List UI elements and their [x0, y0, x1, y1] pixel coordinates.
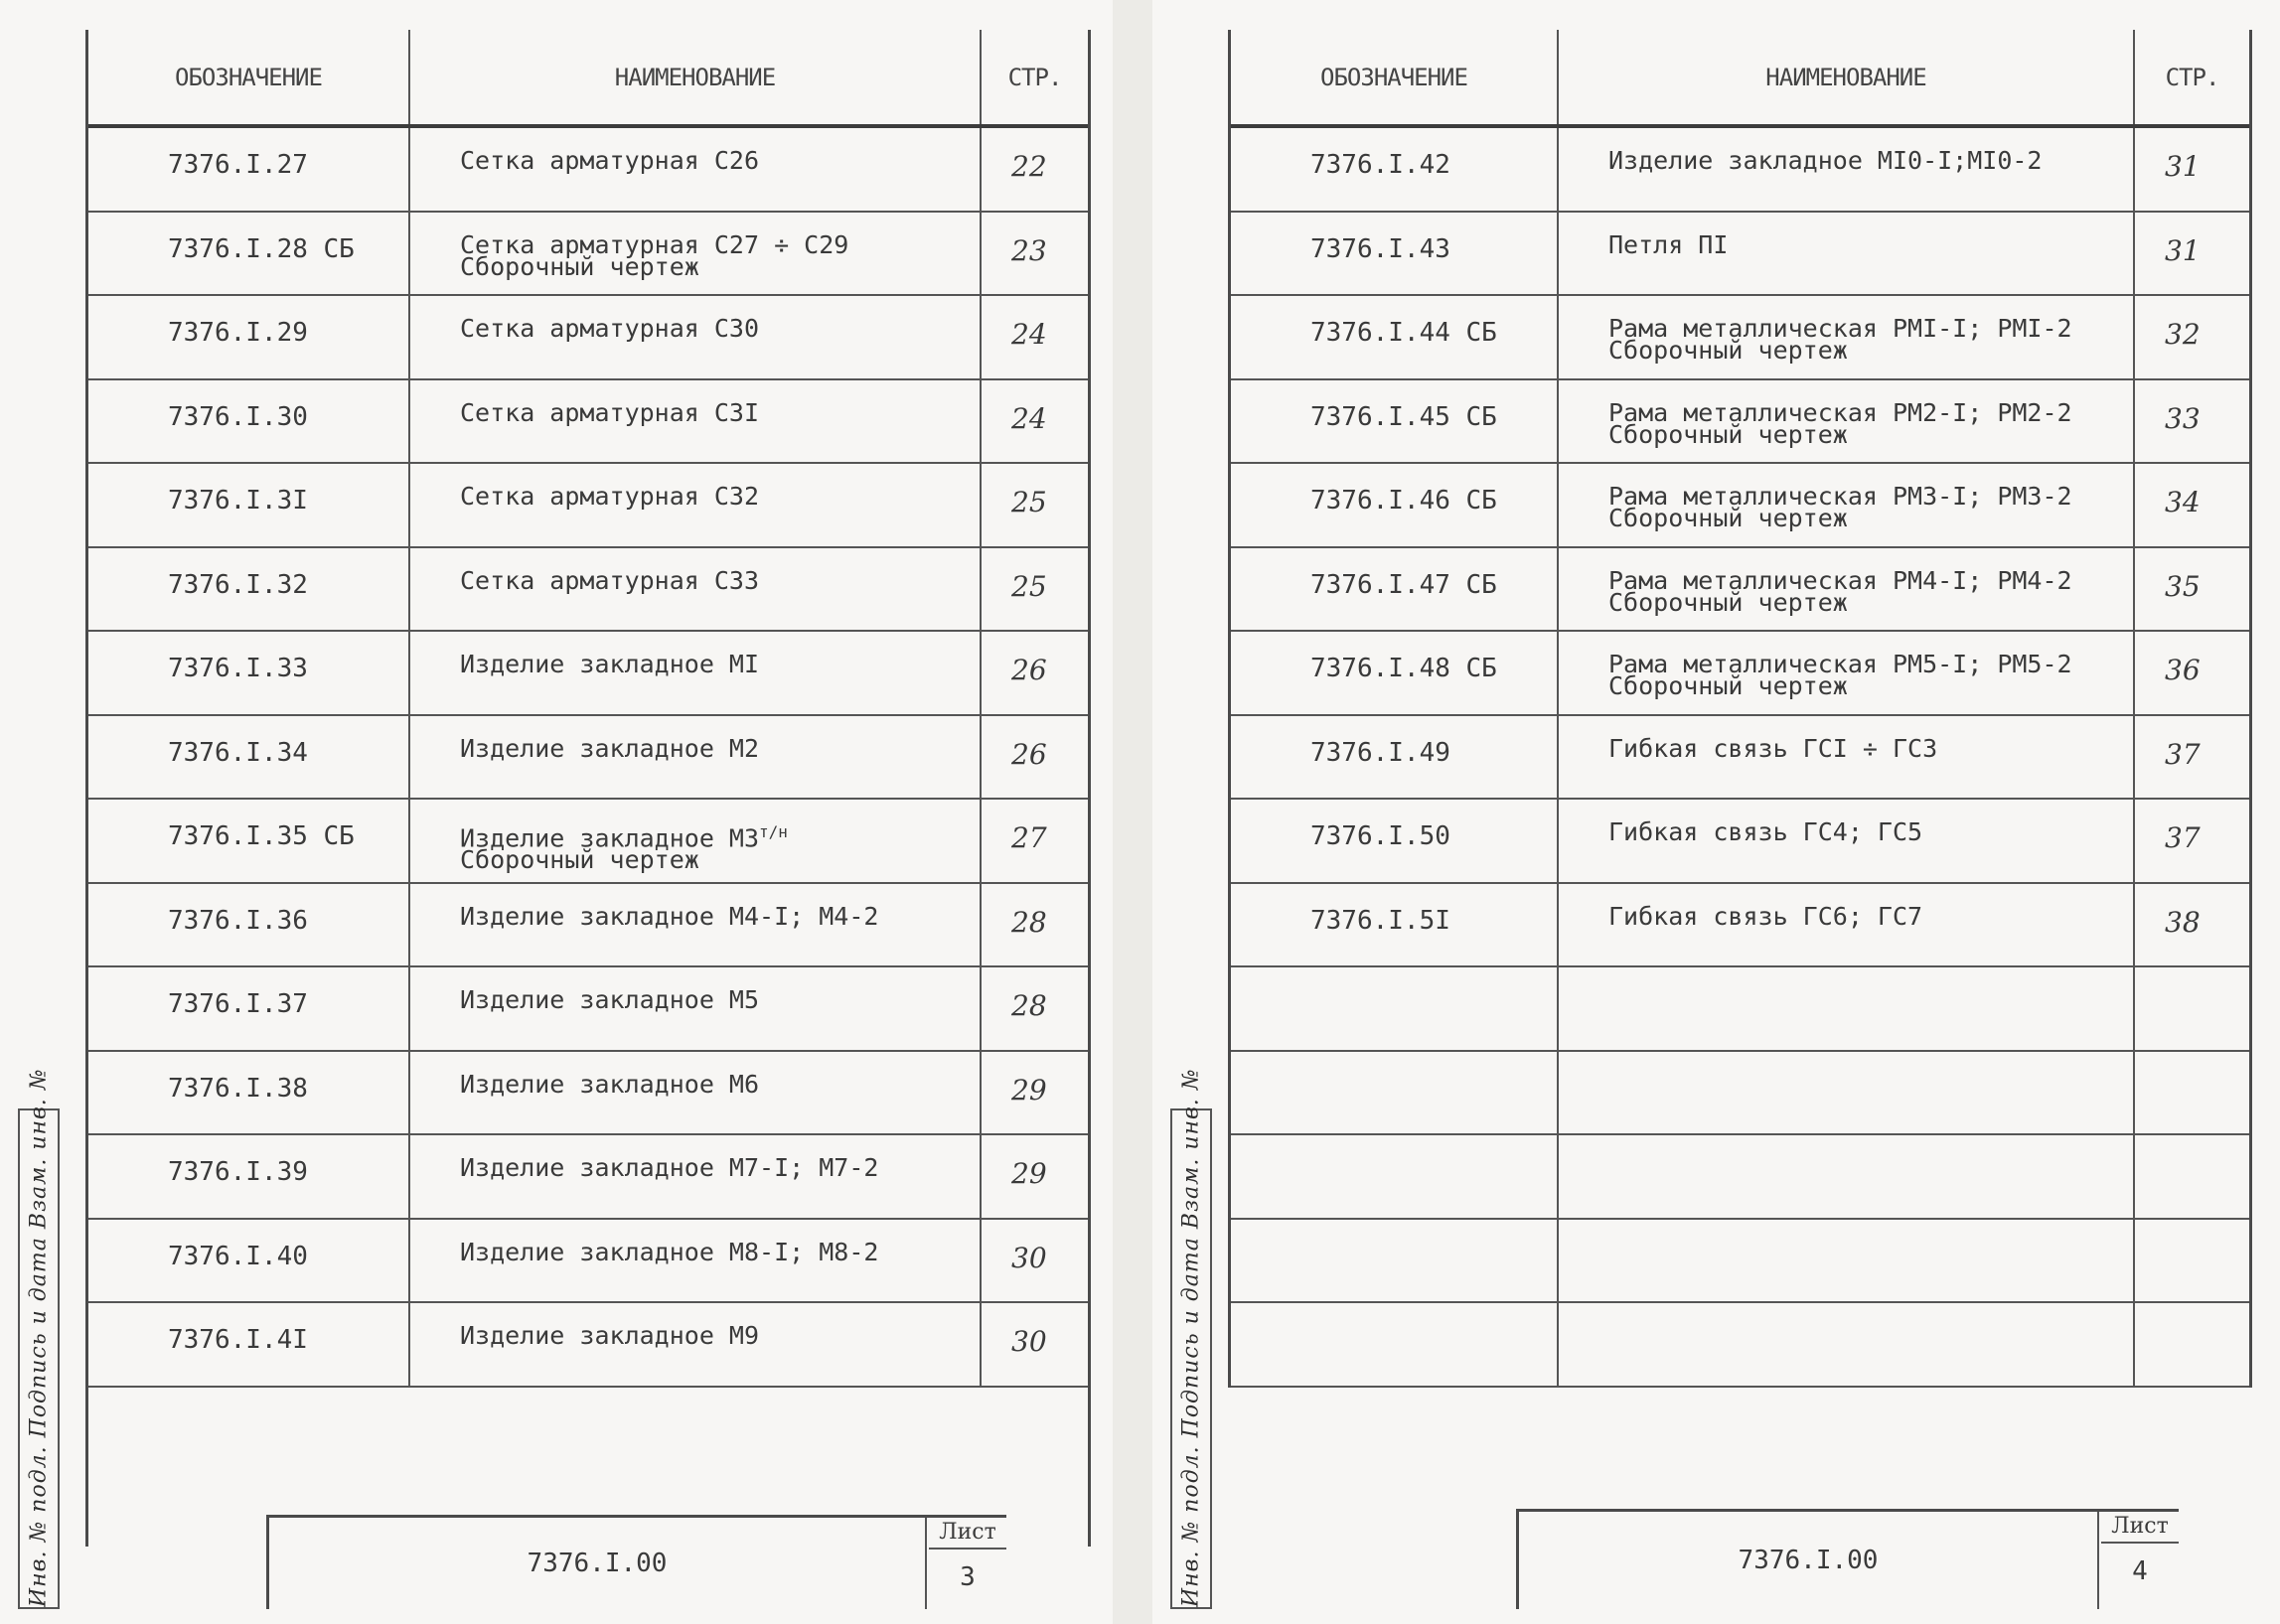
side-stamp-label: Инв. № подл. Подпись и дата Взам. инв. №: [1178, 1068, 1204, 1607]
table-row: [1231, 967, 2249, 1052]
table-row: [88, 1052, 1088, 1136]
row-name: Сетка арматурная С32: [460, 482, 760, 511]
row-name-cell: [410, 1052, 982, 1134]
row-name: Рама металлическая РМ3-I; РМ3-2: [1608, 482, 2072, 511]
row-designation: 7376.I.4I: [88, 1303, 410, 1386]
row-name: Гибкая связь ГСI ÷ ГС3: [1608, 733, 1938, 763]
table-row: [88, 213, 1088, 297]
row-page: 32: [2165, 318, 2201, 351]
row-name-subtitle: Сборочный чертеж: [1608, 671, 1848, 700]
row-designation: 7376.I.50: [1231, 800, 1559, 882]
row-designation: [1231, 1303, 1559, 1386]
table-row: [88, 1135, 1088, 1220]
row-name-cell: [410, 464, 982, 546]
document-code: 7376.I.00: [269, 1518, 927, 1609]
row-name-cell: [410, 548, 982, 631]
row-designation: 7376.I.34: [88, 716, 410, 799]
row-name-cell: [1559, 128, 2135, 211]
row-designation: 7376.I.46 СБ: [1231, 464, 1559, 546]
sheet-label: Лист: [929, 1518, 1006, 1550]
row-name: Сетка арматурная С26: [460, 146, 760, 175]
row-page: 23: [1011, 233, 1047, 267]
right-sheet: [1152, 0, 2280, 1624]
row-designation: [1231, 1220, 1559, 1302]
table-row: [88, 967, 1088, 1052]
table-row: [1231, 800, 2249, 884]
row-name-cell: [1559, 716, 2135, 799]
row-designation: 7376.I.48 СБ: [1231, 632, 1559, 714]
side-stamp: [1170, 1068, 1212, 1609]
table-row: [88, 296, 1088, 380]
row-name-subtitle: Сборочный чертеж: [460, 845, 699, 875]
table-row: [1231, 884, 2249, 968]
row-page: 37: [2165, 737, 2201, 771]
row-name-cell: [410, 296, 982, 378]
row-page: 31: [2165, 233, 2201, 267]
table-row: [1231, 380, 2249, 465]
row-name: Рама металлическая РМI-I; РМI-2: [1608, 314, 2072, 343]
row-name-subtitle: Сборочный чертеж: [460, 251, 699, 281]
table-row: [1231, 632, 2249, 716]
row-name-subtitle: Сборочный чертеж: [1608, 587, 1848, 617]
row-designation: 7376.I.49: [1231, 716, 1559, 799]
row-page: 25: [1011, 569, 1047, 603]
row-page: [2135, 1303, 2249, 1386]
row-name-cell: [410, 128, 982, 211]
header-designation: ОБОЗНАЧЕНИЕ: [1231, 30, 1559, 124]
table-row: [88, 548, 1088, 633]
row-page: 29: [1011, 1073, 1047, 1107]
table-row: [88, 380, 1088, 465]
table-row: [1231, 548, 2249, 633]
row-name: Изделие закладное М9: [460, 1321, 760, 1350]
row-name-cell: [410, 800, 982, 882]
row-name-cell: [410, 213, 982, 295]
sheet-number: 4: [2132, 1556, 2148, 1586]
row-page: [2135, 1052, 2249, 1134]
row-name-cell: [1559, 548, 2135, 631]
sheet-number: 3: [960, 1562, 976, 1592]
row-name-cell: [410, 716, 982, 799]
row-name: Изделие закладное М4-I; М4-2: [460, 901, 879, 931]
row-designation: [1231, 1052, 1559, 1134]
row-page: [2135, 967, 2249, 1050]
header-page: СТР.: [2165, 63, 2219, 91]
row-name: Изделие закладное М8-I; М8-2: [460, 1237, 879, 1266]
row-name-cell: [410, 1135, 982, 1218]
row-page: [2135, 1220, 2249, 1302]
sheet-number-box: [2101, 1512, 2179, 1609]
table-row: [1231, 1220, 2249, 1304]
table-row: [88, 1220, 1088, 1304]
table-header: [88, 30, 1088, 128]
row-name-subtitle: Сборочный чертеж: [1608, 504, 1848, 532]
row-name-cell: [1559, 213, 2135, 295]
row-name-cell: [410, 967, 982, 1050]
row-designation: [1231, 967, 1559, 1050]
row-page: 30: [1011, 1325, 1047, 1358]
row-page: 26: [1011, 737, 1047, 771]
row-designation: 7376.I.29: [88, 296, 410, 378]
document-code: 7376.I.00: [1519, 1512, 2099, 1609]
row-name: Изделие закладное М3: [460, 823, 760, 853]
row-designation: 7376.I.47 СБ: [1231, 548, 1559, 631]
table-row: [88, 1303, 1088, 1388]
side-stamp-label: Инв. № подл. Подпись и дата Взам. инв. №: [26, 1068, 52, 1607]
row-name: Изделие закладное МI0-I;МI0-2: [1608, 146, 2043, 175]
row-name: Изделие закладное М2: [460, 733, 760, 763]
row-page: 35: [2165, 569, 2201, 603]
row-designation: 7376.I.45 СБ: [1231, 380, 1559, 463]
table-header: [1231, 30, 2249, 128]
header-designation: ОБОЗНАЧЕНИЕ: [88, 30, 410, 124]
contents-table-left: [85, 30, 1091, 1547]
row-page: 34: [2165, 486, 2201, 518]
row-page: 26: [1011, 654, 1047, 686]
row-designation: 7376.I.39: [88, 1135, 410, 1218]
row-page: 22: [1011, 150, 1047, 183]
row-designation: 7376.I.35 СБ: [88, 800, 410, 882]
row-name-cell: [1559, 296, 2135, 378]
row-page: 37: [2165, 821, 2201, 854]
sheet-number-box: [929, 1518, 1006, 1609]
header-page: СТР.: [1007, 63, 1062, 91]
table-row: [1231, 128, 2249, 213]
row-name: Сетка арматурная С30: [460, 314, 760, 343]
row-designation: [1231, 1135, 1559, 1218]
side-stamp: [18, 1068, 60, 1609]
page-gutter: [1113, 0, 1152, 1624]
row-designation: 7376.I.44 СБ: [1231, 296, 1559, 378]
row-name: Рама металлическая РМ4-I; РМ4-2: [1608, 565, 2072, 595]
row-page: 31: [2165, 150, 2201, 183]
row-name-cell: [1559, 632, 2135, 714]
table-row: [1231, 296, 2249, 380]
row-designation: 7376.I.3I: [88, 464, 410, 546]
row-name-cell: [1559, 380, 2135, 463]
row-name: Петля ПI: [1608, 229, 1729, 259]
row-name-cell: [1559, 1135, 2135, 1218]
row-designation: 7376.I.43: [1231, 213, 1559, 295]
table-row: [1231, 464, 2249, 548]
row-name: Изделие закладное МI: [460, 650, 760, 678]
row-page: 38: [2165, 905, 2201, 939]
row-page: 28: [1011, 989, 1047, 1022]
row-name-cell: [410, 1220, 982, 1302]
table-row: [1231, 1303, 2249, 1388]
row-designation: 7376.I.38: [88, 1052, 410, 1134]
row-name-cell: [410, 632, 982, 714]
row-page: [2135, 1135, 2249, 1218]
row-name-cell: [1559, 1220, 2135, 1302]
row-name-cell: [1559, 464, 2135, 546]
row-name: Сетка арматурная С3I: [460, 397, 760, 427]
row-name: Сетка арматурная С33: [460, 565, 760, 595]
row-page: 36: [2165, 654, 2201, 686]
row-name-cell: [1559, 967, 2135, 1050]
table-row: [1231, 213, 2249, 297]
row-page: 28: [1011, 905, 1047, 939]
table-row: [88, 716, 1088, 801]
row-name-cell: [410, 380, 982, 463]
sheet-label: Лист: [2101, 1512, 2179, 1544]
row-name-cell: [1559, 800, 2135, 882]
row-name-cell: [1559, 884, 2135, 966]
row-designation: 7376.I.42: [1231, 128, 1559, 211]
row-name: Сетка арматурная С27 ÷ С29: [460, 229, 849, 259]
row-page: 30: [1011, 1241, 1047, 1274]
row-designation: 7376.I.5I: [1231, 884, 1559, 966]
header-name: НАИМЕНОВАНИЕ: [1559, 30, 2135, 124]
table-row: [88, 884, 1088, 968]
row-name-subtitle: Сборочный чертеж: [1608, 419, 1848, 449]
row-designation: 7376.I.33: [88, 632, 410, 714]
row-designation: 7376.I.30: [88, 380, 410, 463]
row-name: Изделие закладное М7-I; М7-2: [460, 1153, 879, 1182]
table-row: [88, 464, 1088, 548]
row-name-cell: [410, 884, 982, 966]
table-row: [88, 800, 1088, 884]
table-row: [1231, 716, 2249, 801]
left-sheet: [0, 0, 1113, 1624]
title-block: [1516, 1509, 2179, 1609]
row-name: Гибкая связь ГС4; ГС5: [1608, 817, 1923, 846]
row-name-cell: [1559, 1052, 2135, 1134]
row-page: 25: [1011, 486, 1047, 518]
row-designation: 7376.I.36: [88, 884, 410, 966]
row-designation: 7376.I.40: [88, 1220, 410, 1302]
row-name: Рама металлическая РМ2-I; РМ2-2: [1608, 397, 2072, 427]
row-name: Гибкая связь ГС6; ГС7: [1608, 901, 1923, 931]
table-row: [88, 632, 1088, 716]
row-page: 24: [1011, 401, 1047, 435]
row-name: Изделие закладное М6: [460, 1069, 760, 1099]
row-page: 24: [1011, 318, 1047, 351]
contents-table-right: [1228, 30, 2252, 1388]
row-name-cell: [410, 1303, 982, 1386]
row-name: Изделие закладное М5: [460, 985, 760, 1014]
row-name: Рама металлическая РМ5-I; РМ5-2: [1608, 650, 2072, 678]
header-name: НАИМЕНОВАНИЕ: [410, 30, 982, 124]
title-block: [266, 1515, 1006, 1609]
row-page: 33: [2165, 401, 2201, 435]
table-row: [1231, 1052, 2249, 1136]
row-name-cell: [1559, 1303, 2135, 1386]
table-row: [88, 128, 1088, 213]
row-page: 27: [1011, 821, 1047, 854]
row-designation: 7376.I.37: [88, 967, 410, 1050]
row-designation: 7376.I.32: [88, 548, 410, 631]
row-name-subtitle: Сборочный чертеж: [1608, 336, 1848, 365]
table-row: [1231, 1135, 2249, 1220]
row-designation: 7376.I.28 СБ: [88, 213, 410, 295]
row-designation: 7376.I.27: [88, 128, 410, 211]
row-name-superscript: т/н: [759, 822, 788, 841]
row-page: 29: [1011, 1157, 1047, 1190]
